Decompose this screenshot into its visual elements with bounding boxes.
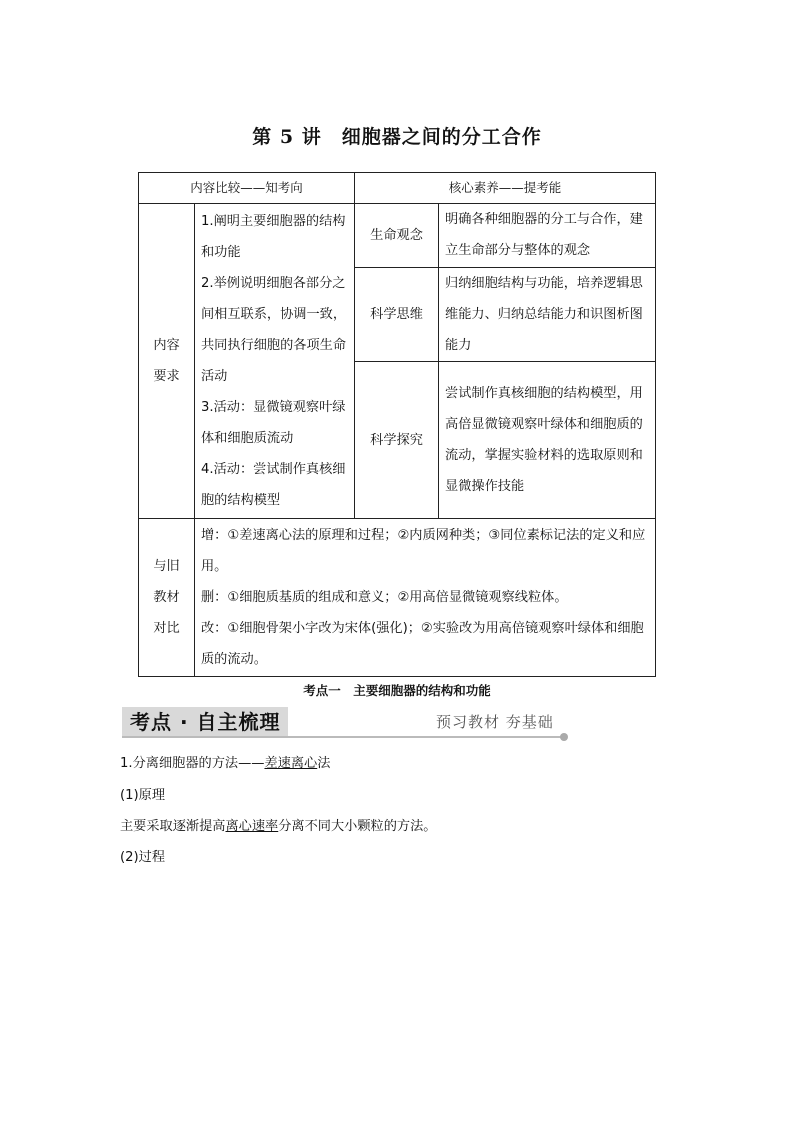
requirements-table	[138, 172, 656, 677]
literacy-name: 科学思维	[355, 267, 439, 362]
underlined-term: 差速离心	[264, 756, 318, 771]
compare-item: 删：①细胞质基质的组成和意义；②用高倍显微镜观察线粒体。	[201, 590, 568, 605]
underlined-term: 离心速率	[225, 819, 279, 834]
header-left: 内容比较——知考向	[139, 173, 355, 204]
requirement-item: 4.活动：尝试制作真核细胞的结构模型	[201, 462, 346, 508]
requirements-cell	[195, 204, 355, 519]
section-banner	[122, 707, 568, 739]
literacy-name: 科学探究	[355, 362, 439, 519]
literacy-desc: 尝试制作真核细胞的结构模型，用高倍显微镜观察叶绿体和细胞质的流动，掌握实验材料的选取原则和显微操作技能	[439, 362, 656, 519]
header-right: 核心素养——提考能	[355, 173, 656, 204]
body-line-1: 1.分离细胞器的方法——差速离心法	[120, 756, 331, 771]
body-line-4: (2)过程	[120, 850, 166, 865]
page-title: 第 5 讲 细胞器之间的分工合作	[252, 126, 542, 148]
literacy-desc: 明确各种细胞器的分工与合作，建立生命部分与整体的观念	[439, 204, 656, 268]
compare-item: 改：①细胞骨架小字改为宋体(强化)；②实验改为用高倍镜观察叶绿体和细胞质的流动。	[201, 621, 644, 667]
banner-subtitle: 预习教材 夯基础	[436, 713, 554, 731]
compare-label: 与旧教材对比	[139, 519, 195, 677]
content-label: 内容要求	[139, 204, 195, 519]
literacy-name: 生命观念	[355, 204, 439, 268]
literacy-desc: 归纳细胞结构与功能，培养逻辑思维能力、归纳总结能力和识图析图能力	[439, 267, 656, 362]
banner-tag: 考点 · 自主梳理	[122, 707, 288, 737]
compare-item: 增：①差速离心法的原理和过程；②内质网种类；③同位素标记法的定义和应用。	[201, 528, 646, 574]
requirement-item: 3.活动：显微镜观察叶绿体和细胞质流动	[201, 400, 346, 446]
requirement-item: 2.举例说明细胞各部分之间相互联系，协调一致，共同执行细胞的各项生命活动	[201, 276, 347, 384]
body-line-3: 主要采取逐渐提高离心速率分离不同大小颗粒的方法。	[120, 819, 437, 834]
requirement-item: 1.阐明主要细胞器的结构和功能	[201, 214, 346, 260]
section-heading: 考点一 主要细胞器的结构和功能	[303, 683, 491, 698]
body-line-2: (1)原理	[120, 788, 166, 803]
banner-line	[122, 736, 562, 738]
banner-dot-icon	[560, 733, 568, 741]
compare-cell	[195, 519, 656, 677]
